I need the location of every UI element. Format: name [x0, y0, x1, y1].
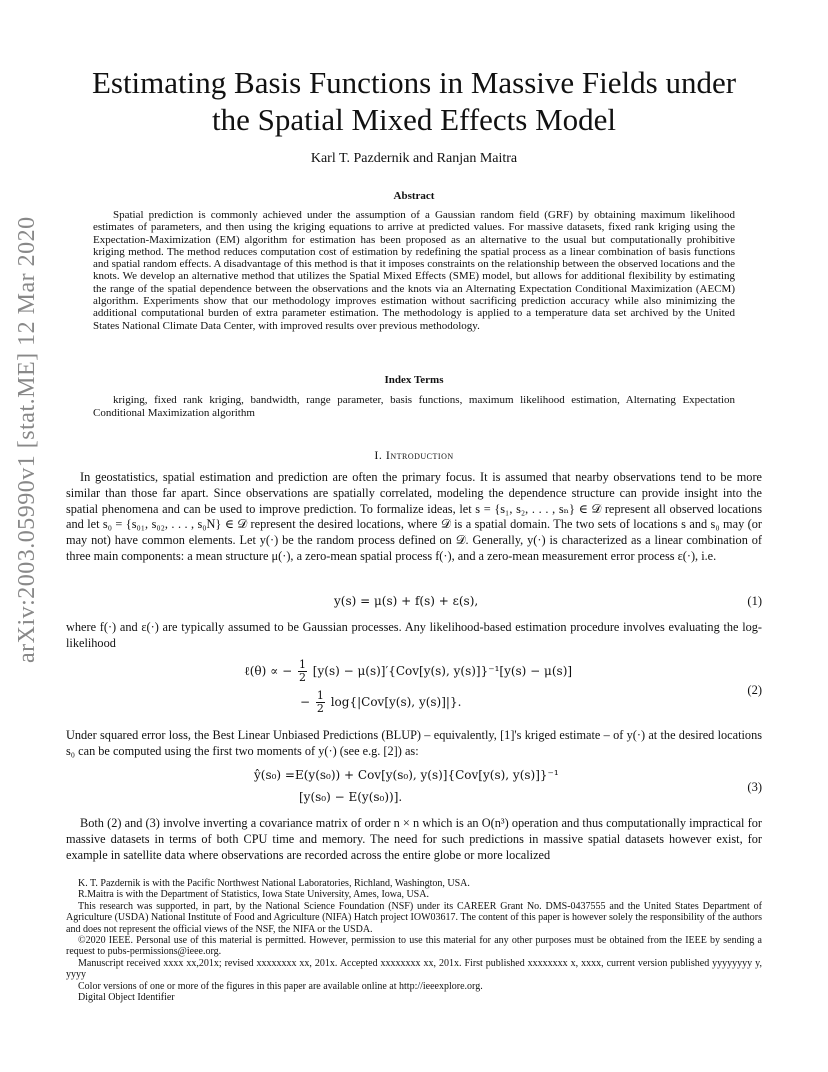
section-heading-introduction: I. Introduction: [374, 448, 454, 462]
equation-2-fraction-a: $\frac{1}{2}$: [298, 658, 306, 684]
footnote-color: Color versions of one or more of the figures in this paper are available online at http://ieeexplore.org.: [78, 980, 483, 992]
footnote-manuscript: Manuscript received xxxx xx,201x; revised xxxxxxxx xx, 201x. Accepted xxxxxxxx xx, 201x. First published xxxxxxxx x, xxxx, current version published yyyyyyyy y, yyyy: [66, 957, 762, 981]
equation-2-number: (2): [747, 683, 762, 697]
equation-1-body: y(s) = μ(s) + f(s) + ε(s),: [334, 594, 479, 608]
equation-2-fraction-b: $\frac{1}{2}$: [316, 689, 324, 715]
intro-paragraph-3: Under squared error loss, the Best Linear Unbiased Predictions (BLUP) – equivalently, [1]'s kriged estimate – of y(·) at the desired locations s₀ can be computed using the first two moments of y(·) (see e.g. [2]) as:: [66, 728, 762, 758]
intro-paragraph-1: In geostatistics, spatial estimation and prediction are often the primary focus. It is assumed that nearby observations tend to be more similar than those far apart. Since observations are spatially correlated, modeling the dependence structure can provide insight into the spatial phenomena and can be used to improve prediction. To formalize ideas, let s = {s₁, s₂, . . . , sₙ} ∈ 𝒟 represent all observed locations and let s₀ = {s₀₁, s₀₂, . . . , s₀N} ∈ 𝒟 represent the desired locations, where 𝒟 is a spatial domain. The two sets of locations s and s₀ may (or may not) have common elements. Let y(·) be the random process defined on 𝒟. Generally, y(·) is characterized as a linear combination of three main components: a mean structure μ(·), a zero-mean spatial process f(·), and a zero-mean measurement error process ε(·), i.e.: [66, 470, 762, 563]
equation-2: [66, 656, 762, 720]
authors: Karl T. Pazdernik and Ranjan Maitra: [310, 151, 518, 166]
footnotes: [66, 878, 762, 1003]
index-terms-heading: Index Terms: [384, 374, 444, 386]
equation-3: [66, 766, 762, 808]
equation-2-log-term: log{|Cov[y(s), y(s)]|}.: [330, 695, 462, 709]
equation-1-number: (1): [747, 594, 762, 608]
index-terms-text: kriging, fixed rank kriging, bandwidth, range parameter, basis functions, maximum likelihood estimation, Alternating Expectation Conditional Maximization algorithm: [93, 394, 735, 419]
equation-2-line-1: [244, 659, 572, 684]
footnote-affiliation-2: R.Maitra is with the Department of Statistics, Iowa State University, Ames, Iowa, USA.: [78, 889, 429, 901]
equation-3-number: (3): [747, 780, 762, 794]
arxiv-stamp: arXiv:2003.05990v1 [stat.ME] 12 Mar 2020: [14, 216, 40, 663]
equation-3-line-1: ŷ(s₀) =E(y(s₀)) + Cov[y(s₀), y(s)]{Cov[y(s), y(s)]}⁻¹: [254, 768, 559, 782]
title-line-1: Estimating Basis Functions in Massive Fields under: [91, 65, 737, 100]
equation-2-quadratic-term: [y(s) − μ(s)]′{Cov[y(s), y(s)]}⁻¹[y(s) − μ(s)]: [312, 664, 573, 678]
footnote-funding: This research was supported, in part, by the National Science Foundation (NSF) under its CAREER Grant No. DMS-0437555 and the United States Department of Agriculture (USDA) National Institute of Food and Agriculture (NIFA) Hatch project IOW03617. The content of this paper is however solely the responsibility of the authors and does not represent the official views of the NSF, the NIFA or the USDA.: [66, 900, 762, 935]
intro-paragraph-4: Both (2) and (3) involve inverting a covariance matrix of order n × n which is an O(n³) operation and thus computationally impractical for massive datasets in terms of both CPU time and memory. The need for such predictions in massive spatial datasets however exist, for example in satellite data where observations are recorded across the entire globe or more localized: [66, 816, 762, 862]
equation-1: [66, 594, 762, 612]
abstract-heading: Abstract: [393, 190, 435, 202]
footnote-affiliation-1: K. T. Pazdernik is with the Pacific Northwest National Laboratories, Richland, Washington, USA.: [78, 878, 470, 889]
equation-2-lhs: ℓ(θ) ∝ −: [244, 664, 293, 678]
equation-2-line-2: − $\frac{1}{2}$ log{|Cov[y(s), y(s)]|}.: [300, 689, 462, 715]
intro-paragraph-2: where f(·) and ε(·) are typically assumed to be Gaussian processes. Any likelihood-based estimation procedure involves evaluating the log-likelihood: [66, 620, 762, 650]
abstract-text: Spatial prediction is commonly achieved under the assumption of a Gaussian random field (GRF) by obtaining maximum likelihood estimates of parameters, and then using the kriging equations to arrive at predicted values. For massive datasets, fixed rank kriging using the Expectation-Maximization (EM) algorithm for estimation has been proposed as an alternative to the usual but computationally prohibitive kriging method. The method reduces computation cost of estimation by redefining the spatial process as a linear combination of basis functions and spatial random effects. A disadvantage of this method is that it imposes constraints on the relationship between the observed locations and the knots. We develop an alternative method that utilizes the Spatial Mixed Effects (SME) model, but allows for additional flexibility by estimating the range of the spatial dependence between the observations and the knots via an Alternating Expectation Conditional Maximization (AECM) algorithm. Experiments show that our methodology improves estimation without sacrificing prediction accuracy while also minimizing the additional computational burden of extra parameter estimation. The methodology is applied to a temperature data set archived by the United States National Climate Data Center, with improved results over previous methodology.: [93, 209, 735, 332]
equation-3-line-2: [y(s₀) − E(y(s₀))].: [299, 790, 403, 804]
footnote-copyright: ©2020 IEEE. Personal use of this material is permitted. However, permission to use this material for any other purposes must be obtained from the IEEE by sending a request to pubs-permissions@ieee.org.: [66, 935, 762, 958]
footnote-doi: Digital Object Identifier: [78, 992, 175, 1004]
title-line-2: the Spatial Mixed Effects Model: [211, 102, 617, 137]
paper-title: [40, 64, 788, 138]
